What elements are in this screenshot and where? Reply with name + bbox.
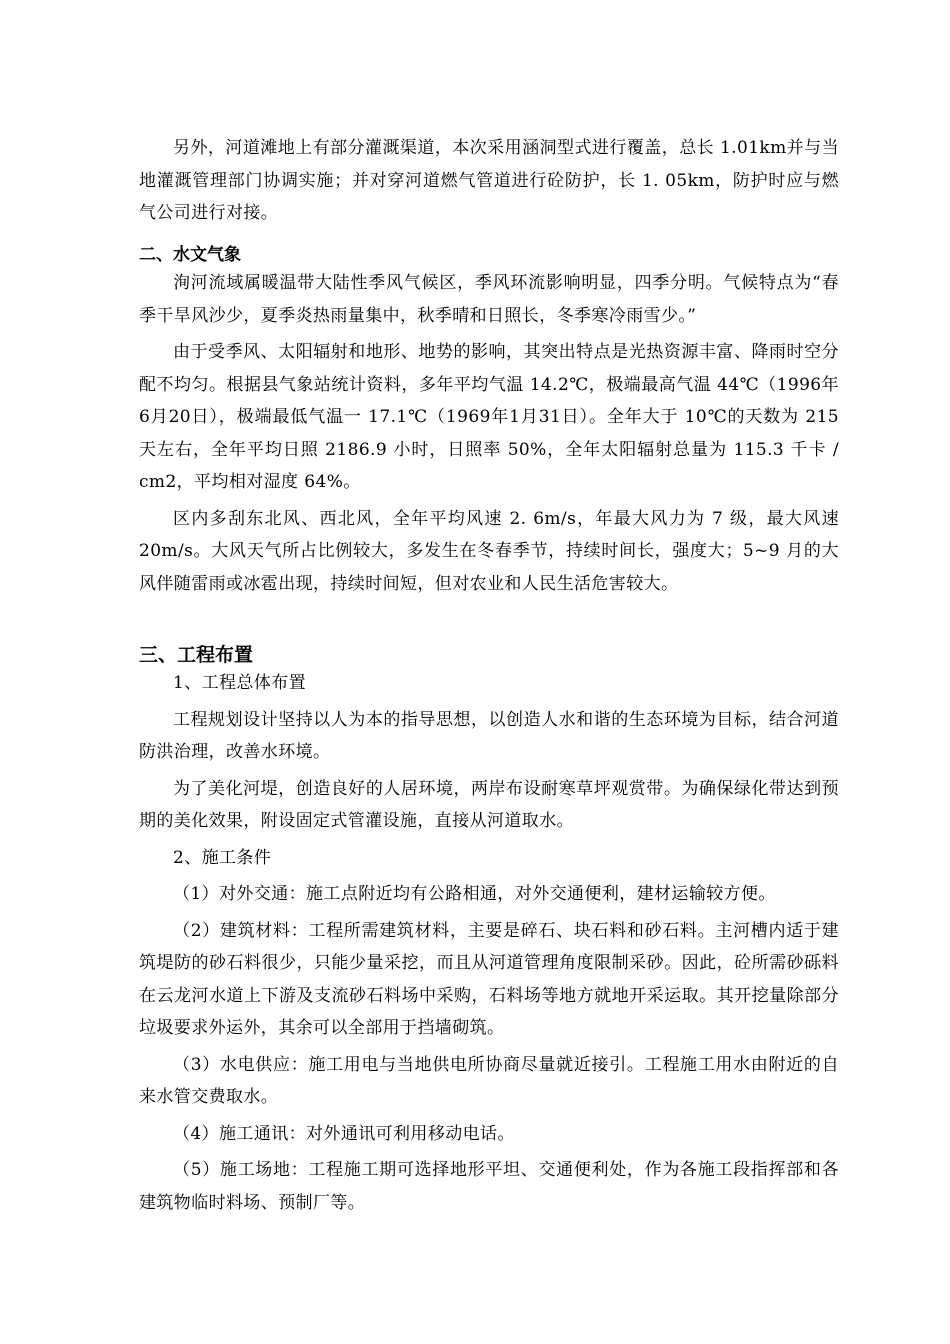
- paragraph-hydrology-2: 由于受季风、太阳辐射和地形、地势的影响，其突出特点是光热资源丰富、降雨时空分配不均匀。根据县气象站统计资料，多年平均气温 14.2℃，极端最高气温 44℃（1996年6月20日），极端最低气温一 17.1℃（1969年1月31日）。全年大于 10℃的天数为 215 天左右，全年平均日照 2186.9 小时，日照率 50%，全年太阳辐射总量为 115.3 千卡 / cm2，平均相对湿度 64%。: [139, 342, 839, 492]
- hydrology-section: [139, 243, 839, 600]
- subheading-construction-conditions: 2、施工条件: [173, 847, 272, 868]
- section-heading-hydrology: 二、水文气象: [139, 245, 241, 265]
- paragraph-hydrology-1: 洵河流域属暖温带大陆性季风气候区，季风环流影响明显，四季分明。气候特点为“春季干旱风沙少，夏季炎热雨量集中，秋季晴和日照长，冬季寒冷雨雪少。”: [139, 273, 839, 326]
- subheading-overall-layout: 1、工程总体布置: [173, 673, 307, 693]
- paragraph-layout-2: 为了美化河堤，创造良好的人居环境，两岸布设耐寒草坪观赏带。为确保绿化带达到预期的美化效果，附设固定式管灌设施，直接从河道取水。: [139, 778, 839, 831]
- condition-materials: （2）建筑材料：工程所需建筑材料，主要是碎石、块石料和砂石料。主河槽内适于建筑堤防的砂石料很少，只能少量采挖，而且从河道管理角度限制采砂。因此，砼所需砂砾料在云龙河水道上下游及支流砂石料场中采购，石料场等地方就地开采运取。其开挖量除部分垃圾要求外运外，其余可以全部用于挡墙砌筑。: [139, 920, 839, 1038]
- paragraph-layout-1: 工程规划设计坚持以人为本的指导思想，以创造人水和谐的生态环境为目标，结合河道防洪治理，改善水环境。: [139, 709, 839, 762]
- condition-transport: （1）对外交通：施工点附近均有公路相通，对外交通便利，建材运输较方便。: [173, 884, 776, 904]
- paragraph-intro: 另外，河道滩地上有部分灌溉渠道，本次采用涵洞型式进行覆盖，总长 1.01km并与当地灌溉管理部门协调实施；并对穿河道燃气管道进行砼防护，长 1. 05km，防护时应与燃气公司进行对接。: [139, 138, 839, 223]
- condition-site: （5）施工场地：工程施工期可选择地形平坦、交通便利处，作为各施工段指挥部和各建筑物临时料场、预制厂等。: [139, 1160, 839, 1213]
- condition-water-power: （3）水电供应：施工用电与当地供电所协商尽量就近接引。工程施工用水由附近的自来水管交费取水。: [139, 1054, 839, 1107]
- condition-communication: （4）施工通讯：对外通讯可利用移动电话。: [173, 1123, 515, 1144]
- layout-section: [139, 643, 839, 1219]
- paragraph-hydrology-3: 区内多刮东北风、西北风，全年平均风速 2. 6m/s，年最大风力为 7 级，最大风速 20m/s。大风天气所占比例较大，多发生在冬春季节，持续时间长，强度大；5~9 月的大风伴随雷雨或冰雹出现，持续时间短，但对农业和人民生活危害较大。: [139, 508, 839, 594]
- section-heading-layout: 三、工程布置: [139, 644, 254, 666]
- intro-section: [139, 132, 839, 230]
